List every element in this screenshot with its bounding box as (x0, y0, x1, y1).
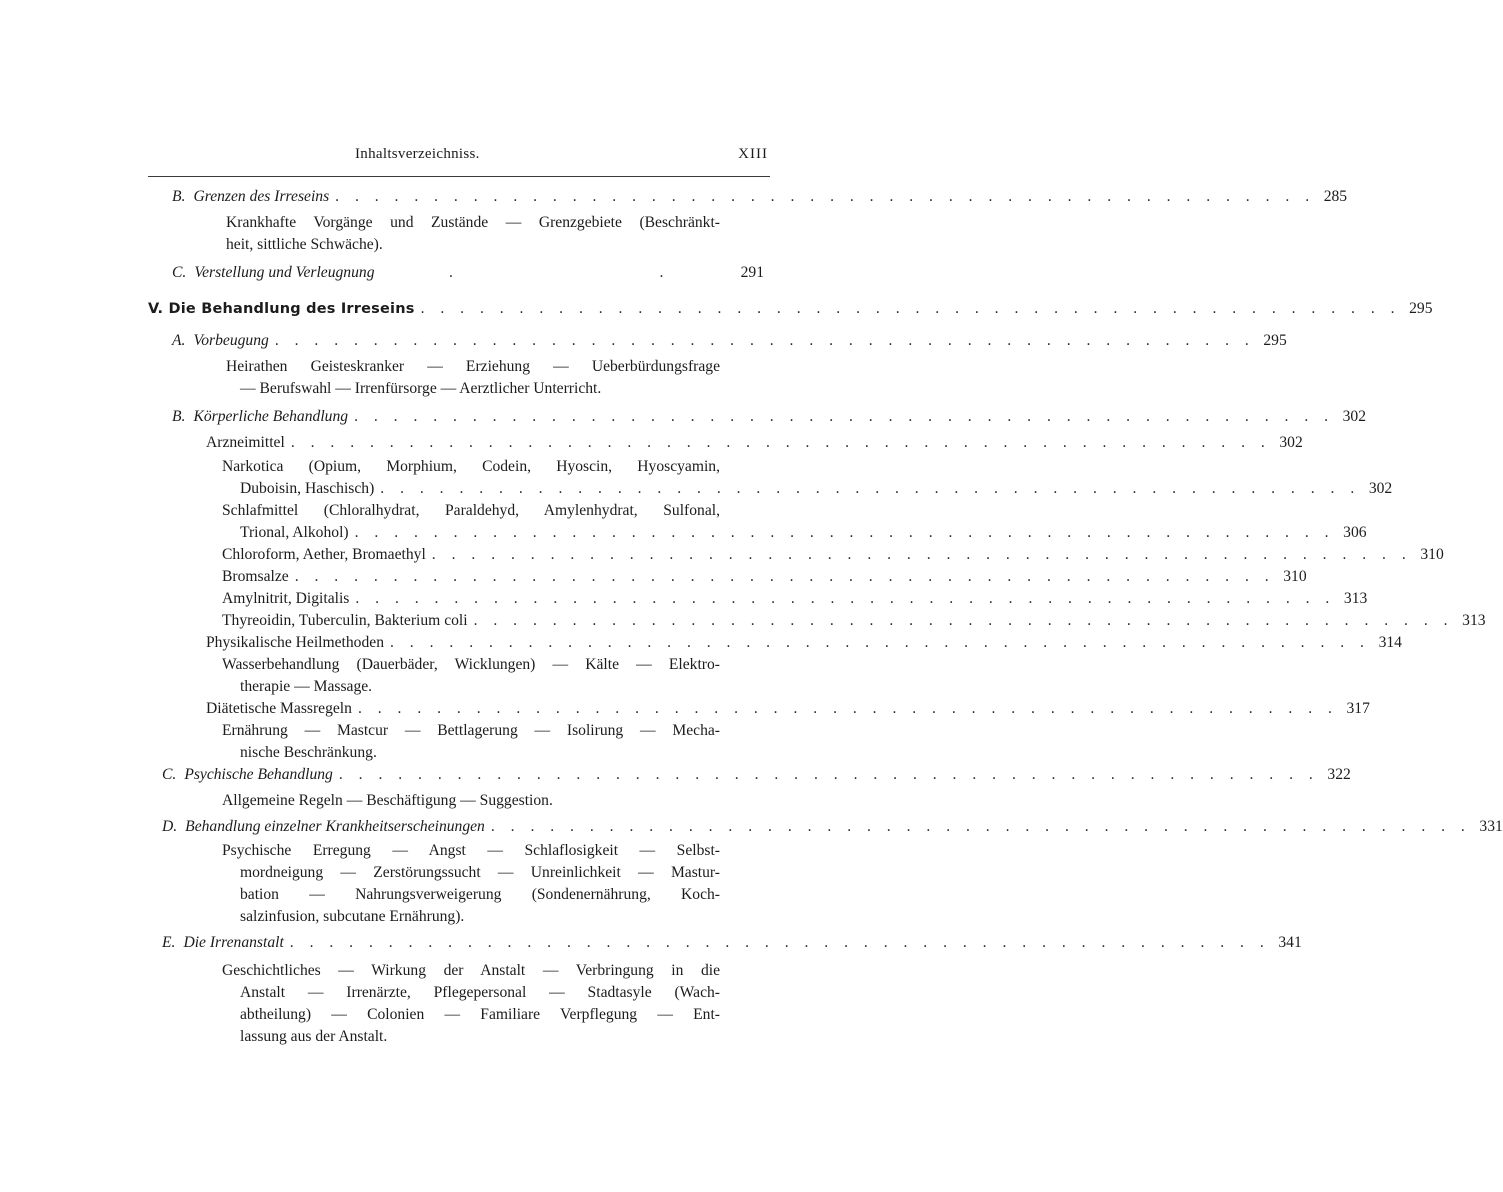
toc-title: Physikalische Heilmethoden (206, 634, 384, 651)
toc-title: Grenzen des Irreseins (193, 188, 330, 205)
toc-entry-bromsalze (222, 566, 1307, 588)
leader-dots: . . . . . . . . . . . . . . . . . . . . . . . . . . . . . . . . . . . . . . . . . . . . . . . . . . (335, 188, 1316, 205)
toc-title: Vorbeugung (193, 332, 269, 349)
toc-letter: D. (162, 818, 178, 835)
toc-page-number: 302 (1368, 480, 1393, 497)
leader-dots: . . . . . . . . . . . . . . . . . . . . . . . . . . . . . . . . . . . . . . . . . . . . . . . . . . (473, 612, 1454, 629)
toc-title: Bromsalze (222, 568, 289, 585)
toc-entry-narkotica: Narkotica (Opium, Morphium, Codein, Hyoscin, Hyoscyamin, (222, 458, 720, 475)
toc-description: Wasserbehandlung (Dauerbäder, Wicklungen) — Kälte — Elektro- therapie — Massage. (222, 656, 720, 695)
leader-dots: . . . . . . . . . . . . . . . . . . . . . . . . . . . . . . . . . . . . . . . . . . . . . . . . . . (357, 700, 1338, 717)
leader-dots: . . . . . . . . . . . . . . . . . . . . . . . . . . . . . . . . . . . . . . . . . . . . . . . . . . (354, 408, 1335, 425)
toc-entry-grenzen (172, 186, 1348, 208)
toc-letter: E. (162, 934, 176, 951)
toc-description: Ernährung — Mastcur — Bettlagerung — Isolirung — Mecha- nische Beschränkung. (222, 722, 720, 761)
toc-description: Allgemeine Regeln — Beschäftigung — Suggestion. (222, 792, 553, 809)
toc-page-number: 314 (1378, 634, 1402, 651)
toc-title: Verstellung und Verleugnung (194, 264, 375, 281)
leader-dots: . . . . . . . . . . . . . . . . . . . . . . . . . . . . . . . . . . . . . . . . . . . . . . . . . . (274, 332, 1255, 349)
toc-page-number: 295 (1409, 300, 1433, 317)
leader-dots: . . . . . . . . . . . . . . . . . . . . . . . . . . . . . . . . . . . . . . . . . . . . . . . . . . (354, 524, 1335, 541)
leader-dots: . . . . . . . . . . . . . . . . . . . . . . . . . . . . . . . . . . . . . . . . . . . . . . . . . . (355, 590, 1336, 607)
part-title: V. Die Behandlung des Irreseins (148, 301, 415, 317)
toc-entry-narkotica-end: Duboisin, Haschisch) . . . . . . . . . . . . . . . . . . . . . . . . . . . . . . . . . . . . . . . . . . . . . . . . . . 302 (240, 478, 764, 500)
leader-dots: . . . . . . . . . . . . . . . . . . . . . . . . . . . . . . . . . . . . . . . . . . . . . . . . . . (289, 934, 1270, 951)
toc-page-number: 302 (1342, 408, 1367, 425)
toc-description: Psychische Erregung — Angst — Schlaflosigkeit — Selbst- mordneigung — Zerstörungssucht — Unreinlichkeit — Mastur- bation — Nahrungsverweigerung (Sondenernährung, Koch- salzinfusion, subcutane Ernährung). (222, 842, 720, 925)
toc-entry-amylnitrit (222, 588, 1368, 610)
toc-page-number: 310 (1283, 568, 1307, 585)
toc-entry-einzelner (162, 816, 1503, 838)
leader-dots: . . . . . . . . . . . . . . . . . . . . . . . . . . . . . . . . . . . . . . . . . . . . . . . . . . (294, 568, 1275, 585)
leader-dots: . . . . . . . . . . . . . . . . . . . . . . . . . . . . . . . . . . . . . . . . . . . . . . . . . . (431, 546, 1412, 563)
toc-entry-psychische (162, 764, 1351, 786)
toc-entry-chloroform (222, 544, 1444, 566)
toc-page-number: 313 (1462, 612, 1486, 629)
leader-dots: . . . . . . . . . . . . . . . . . . . . . . . . . . . . . . . . . . . . . . . . . . . . . . . . . . (390, 634, 1370, 651)
running-header (150, 146, 768, 170)
leader-dots: . . (449, 264, 664, 281)
leader-dots: . . . . . . . . . . . . . . . . . . . . . . . . . . . . . . . . . . . . . . . . . . . . . . . . . . (380, 480, 1361, 497)
toc-entry-schlafmittel-end: Trional, Alkohol) . . . . . . . . . . . . . . . . . . . . . . . . . . . . . . . . . . . . . . . . . . . . . . . . . . 306 (240, 522, 764, 544)
toc-entry-thyreoidin (222, 610, 1486, 632)
toc-entry-vorbeugung (172, 330, 1287, 352)
toc-entry-diaetetische (206, 698, 1370, 720)
toc-description: Heirathen Geisteskranker — Erziehung — Ueberbürdungsfrage — Berufswahl — Irrenfürsorge — Aerztlicher Unterricht. (226, 358, 720, 397)
toc-page-number: 285 (1323, 188, 1348, 205)
leader-dots: . . . . . . . . . . . . . . . . . . . . . . . . . . . . . . . . . . . . . . . . . . . . . . . . . . (338, 766, 1319, 783)
toc-letter: A. (172, 332, 186, 349)
toc-page-number: 295 (1263, 332, 1287, 349)
toc-entry-irrenanstalt (162, 932, 1302, 954)
toc-page-number: 306 (1343, 524, 1367, 541)
toc-letter: B. (172, 188, 186, 205)
toc-entry-arzneimittel (206, 432, 1303, 454)
toc-letter: C. (172, 264, 187, 281)
toc-title: Chloroform, Aether, Bromaethyl (222, 546, 426, 563)
toc-part-v (148, 298, 1433, 320)
leader-dots: . . . . . . . . . . . . . . . . . . . . . . . . . . . . . . . . . . . . . . . . . . . . . . . . . . (420, 300, 1401, 317)
leader-dots: . . . . . . . . . . . . . . . . . . . . . . . . . . . . . . . . . . . . . . . . . . . . . . . . . . (490, 818, 1471, 835)
toc-title: Behandlung einzelner Krankheitserscheinungen (185, 818, 485, 835)
toc-entry-physikalische (206, 632, 1402, 654)
running-title: Inhaltsverzeichniss. (355, 146, 480, 162)
header-rule (148, 176, 770, 177)
toc-title: Die Irrenanstalt (183, 934, 284, 951)
toc-entry-koerperliche (172, 406, 1367, 428)
toc-letter: C. (162, 766, 177, 783)
toc-title: Körperliche Behandlung (193, 408, 349, 425)
toc-page-number: 310 (1420, 546, 1444, 563)
toc-title: Psychische Behandlung (184, 766, 333, 783)
toc-page-number: 291 (740, 264, 764, 281)
toc-letter: B. (172, 408, 186, 425)
toc-page-number: 313 (1343, 590, 1368, 607)
toc-entry-verstellung (172, 262, 764, 284)
leader-dots: . . . . . . . . . . . . . . . . . . . . . . . . . . . . . . . . . . . . . . . . . . . . . . . . . . (290, 434, 1271, 451)
toc-description: Geschichtliches — Wirkung der Anstalt — Verbringung in die Anstalt — Irrenärzte, Pflegepersonal — Stadtasyle (Wach- abtheilung) — Colonien — Familiare Verpflegung — Ent- lassung aus der Anstalt. (222, 962, 720, 1045)
toc-page-number: 322 (1327, 766, 1351, 783)
toc-title: Amylnitrit, Digitalis (222, 590, 350, 607)
toc-page-number: 331 (1479, 818, 1503, 835)
toc-title: Diätetische Massregeln (206, 700, 352, 717)
toc-title: Arzneimittel (206, 434, 285, 451)
page-folio: XIII (738, 146, 768, 162)
toc-title: Thyreoidin, Tuberculin, Bakterium coli (222, 612, 468, 629)
toc-entry-schlafmittel: Schlafmittel (Chloralhydrat, Paraldehyd, Amylenhydrat, Sulfonal, (222, 502, 720, 519)
toc-page-number: 317 (1346, 700, 1370, 717)
toc-page-number: 302 (1279, 434, 1303, 451)
toc-description: Krankhafte Vorgänge und Zustände — Grenzgebiete (Beschränkt- heit, sittliche Schwäche). (226, 214, 720, 253)
toc-page-number: 341 (1278, 934, 1302, 951)
